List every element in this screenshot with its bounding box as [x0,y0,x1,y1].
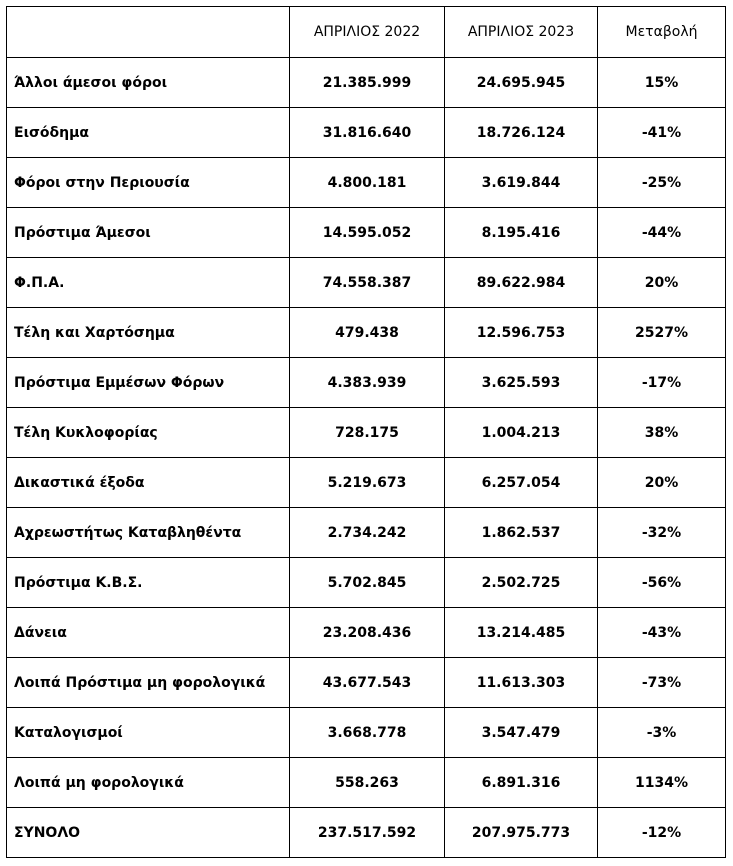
value-2022: 237.517.592 [290,808,445,858]
value-2022: 31.816.640 [290,108,445,158]
change-percent: -3% [598,708,726,758]
row-label: Τέλη και Χαρτόσημα [7,308,290,358]
value-2022: 21.385.999 [290,58,445,108]
value-2023: 6.257.054 [445,458,598,508]
table-row [7,758,726,808]
change-percent: -43% [598,608,726,658]
table-row [7,808,726,858]
value-2023: 8.195.416 [445,208,598,258]
value-2023: 89.622.984 [445,258,598,308]
table-row [7,308,726,358]
row-label: ΣΥΝΟΛΟ [7,808,290,858]
change-percent: -44% [598,208,726,258]
value-2022: 5.702.845 [290,558,445,608]
table-body [7,58,726,858]
header-row [7,7,726,58]
row-label: Άλλοι άμεσοι φόροι [7,58,290,108]
value-2023: 2.502.725 [445,558,598,608]
value-2022: 23.208.436 [290,608,445,658]
value-2023: 18.726.124 [445,108,598,158]
value-2022: 5.219.673 [290,458,445,508]
row-label: Φόροι στην Περιουσία [7,158,290,208]
table-row [7,158,726,208]
value-2023: 3.547.479 [445,708,598,758]
header-blank-cell [7,7,290,58]
value-2023: 3.625.593 [445,358,598,408]
table-row [7,58,726,108]
row-label: Πρόστιμα Εμμέσων Φόρων [7,358,290,408]
value-2023: 1.004.213 [445,408,598,458]
table-row [7,108,726,158]
value-2022: 14.595.052 [290,208,445,258]
value-2022: 728.175 [290,408,445,458]
table-row [7,258,726,308]
table-row [7,408,726,458]
change-percent: -41% [598,108,726,158]
revenue-table-container [6,6,726,858]
change-percent: 15% [598,58,726,108]
value-2022: 3.668.778 [290,708,445,758]
change-percent: -25% [598,158,726,208]
change-percent: -12% [598,808,726,858]
table-row [7,558,726,608]
header-april-2022: ΑΠΡΙΛΙΟΣ 2022 [290,7,445,58]
value-2023: 13.214.485 [445,608,598,658]
change-percent: 38% [598,408,726,458]
change-percent: -17% [598,358,726,408]
row-label: Λοιπά μη φορολογικά [7,758,290,808]
row-label: Δάνεια [7,608,290,658]
value-2022: 43.677.543 [290,658,445,708]
value-2022: 479.438 [290,308,445,358]
change-percent: -73% [598,658,726,708]
row-label: Τέλη Κυκλοφορίας [7,408,290,458]
table-row [7,708,726,758]
value-2023: 24.695.945 [445,58,598,108]
table-row [7,458,726,508]
change-percent: 20% [598,458,726,508]
value-2022: 4.383.939 [290,358,445,408]
table-row [7,508,726,558]
row-label: Εισόδημα [7,108,290,158]
value-2023: 6.891.316 [445,758,598,808]
row-label: Λοιπά Πρόστιμα μη φορολογικά [7,658,290,708]
value-2022: 74.558.387 [290,258,445,308]
row-label: Πρόστιμα Άμεσοι [7,208,290,258]
row-label: Καταλογισμοί [7,708,290,758]
value-2023: 12.596.753 [445,308,598,358]
table-row [7,608,726,658]
header-april-2023: ΑΠΡΙΛΙΟΣ 2023 [445,7,598,58]
change-percent: -56% [598,558,726,608]
header-change: Μεταβολή [598,7,726,58]
change-percent: 2527% [598,308,726,358]
value-2023: 1.862.537 [445,508,598,558]
row-label: Δικαστικά έξοδα [7,458,290,508]
table-row [7,658,726,708]
value-2022: 2.734.242 [290,508,445,558]
table-row [7,208,726,258]
change-percent: -32% [598,508,726,558]
value-2022: 4.800.181 [290,158,445,208]
change-percent: 1134% [598,758,726,808]
row-label: Φ.Π.Α. [7,258,290,308]
row-label: Αχρεωστήτως Καταβληθέντα [7,508,290,558]
value-2023: 3.619.844 [445,158,598,208]
value-2022: 558.263 [290,758,445,808]
value-2023: 11.613.303 [445,658,598,708]
table-row [7,358,726,408]
change-percent: 20% [598,258,726,308]
row-label: Πρόστιμα Κ.Β.Σ. [7,558,290,608]
revenue-comparison-table [6,6,726,858]
value-2023: 207.975.773 [445,808,598,858]
